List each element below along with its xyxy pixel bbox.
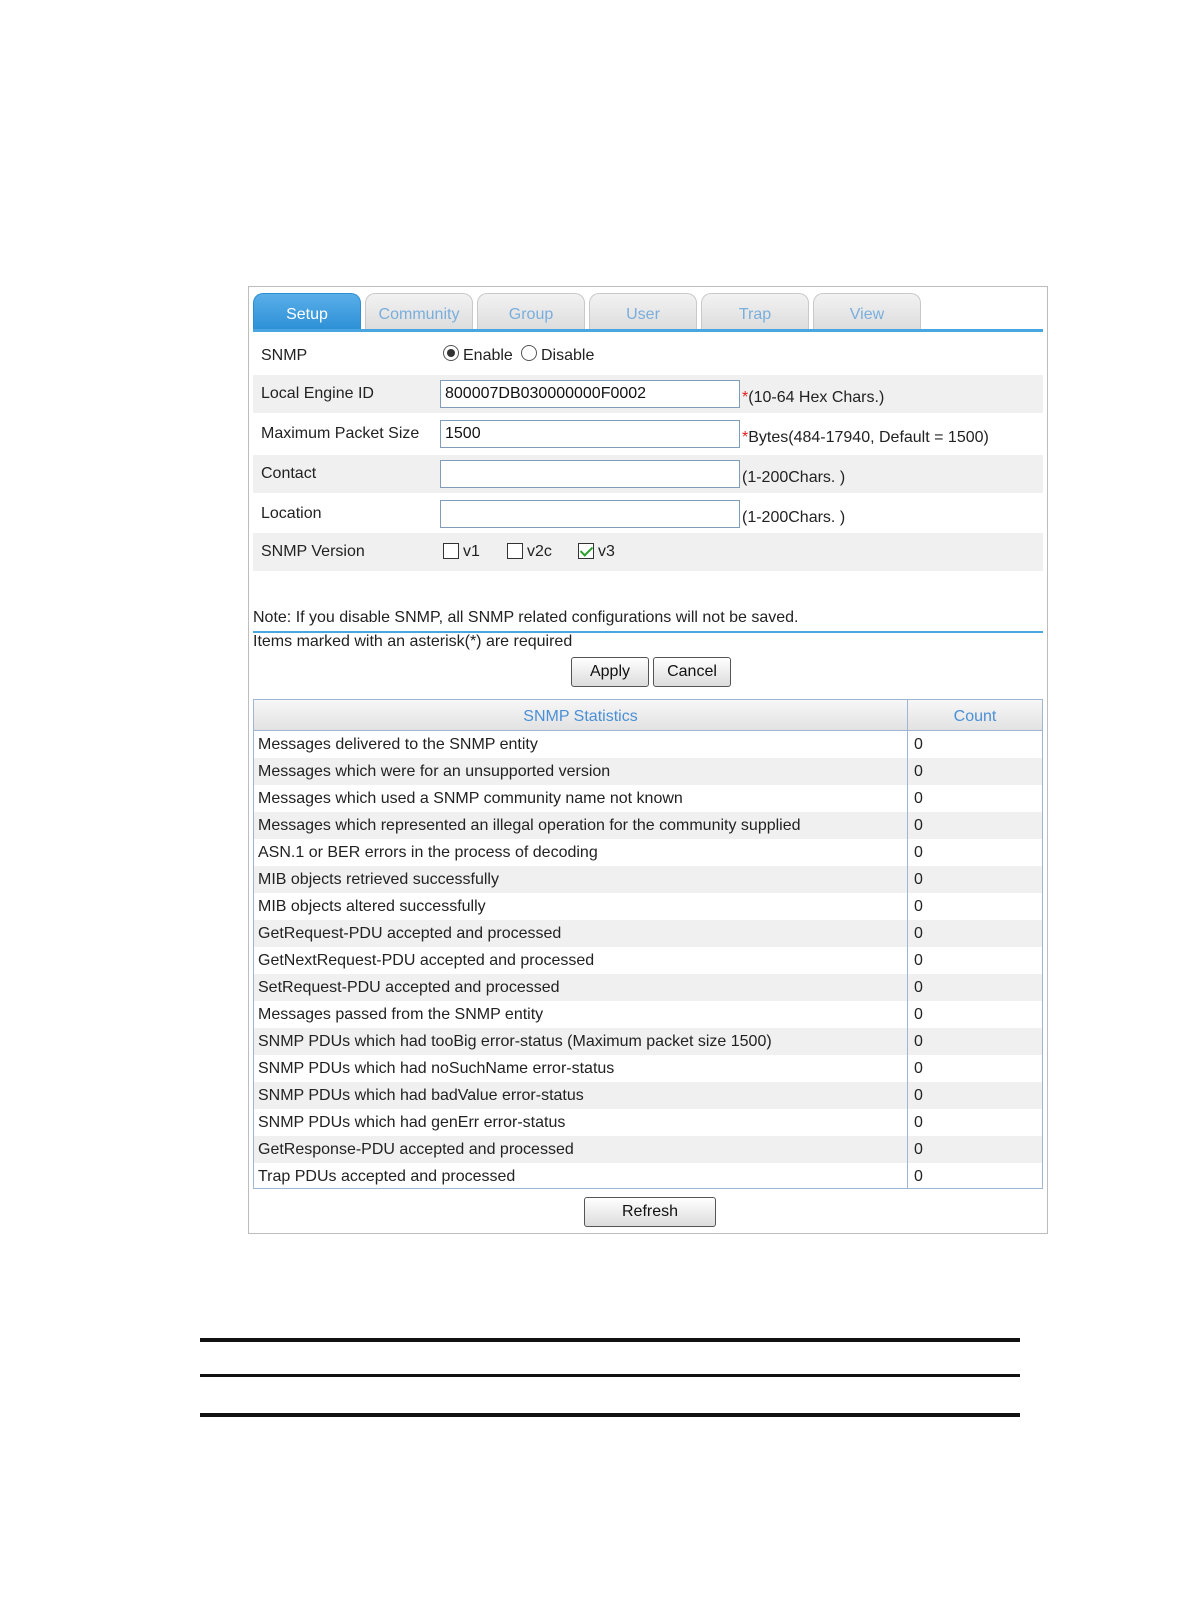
table-header (254, 700, 1042, 731)
statistic-count: 0 (914, 871, 923, 888)
statistic-name: ASN.1 or BER errors in the process of decoding (258, 844, 598, 861)
statistic-name: SNMP PDUs which had tooBig error-status (Maximum packet size 1500) (258, 1033, 772, 1050)
rule-line-top (200, 1338, 1020, 1342)
statistic-count: 0 (914, 844, 923, 861)
snmp-enable-label: Enable (463, 347, 513, 364)
statistic-name: Messages which represented an illegal operation for the community supplied (258, 817, 801, 834)
table-row (254, 1109, 1042, 1136)
statistic-name: Messages which were for an unsupported version (258, 763, 611, 780)
tab-group[interactable]: Group (477, 293, 585, 331)
location-row (253, 495, 1043, 533)
statistic-count: 0 (914, 898, 923, 915)
packet-size-hint-text: Bytes(484-17940, Default = 1500) (748, 429, 989, 446)
table-row (254, 920, 1042, 947)
statistic-count: 0 (914, 736, 923, 753)
statistic-count: 0 (914, 1006, 923, 1023)
packet-size-row (253, 415, 1043, 453)
statistic-name: GetResponse-PDU accepted and processed (258, 1141, 574, 1158)
contact-row (253, 455, 1043, 493)
statistic-count: 0 (914, 1060, 923, 1077)
engine-id-required-mark: * (742, 389, 749, 406)
statistic-name: SNMP PDUs which had genErr error-status (258, 1114, 566, 1131)
table-row (254, 839, 1042, 866)
location-input[interactable] (440, 500, 740, 528)
statistic-count: 0 (914, 790, 923, 807)
statistic-name: SetRequest-PDU accepted and processed (258, 979, 560, 996)
engine-id-row (253, 375, 1043, 413)
tab-trap[interactable]: Trap (701, 293, 809, 331)
statistic-name: SNMP PDUs which had badValue error-status (258, 1087, 584, 1104)
table-row (254, 1136, 1042, 1163)
statistic-count: 0 (914, 1033, 923, 1050)
statistic-count: 0 (914, 817, 923, 834)
required-note: Items marked with an asterisk(*) are required (253, 633, 573, 650)
engine-id-label: Local Engine ID (261, 385, 374, 402)
location-hint: (1-200Chars. ) (742, 509, 846, 526)
snmp-row (253, 337, 1043, 375)
engine-id-input[interactable] (440, 380, 740, 408)
packet-size-input[interactable] (440, 420, 740, 448)
statistic-name: GetRequest-PDU accepted and processed (258, 925, 562, 942)
snmp-disable-radio[interactable] (521, 345, 537, 361)
table-row (254, 731, 1042, 758)
table-row (254, 1001, 1042, 1028)
snmp-disable-label: Disable (541, 347, 595, 364)
statistic-count: 0 (914, 1087, 923, 1104)
engine-id-hint-text: (10-64 Hex Chars.) (748, 389, 885, 406)
refresh-button[interactable]: Refresh (584, 1197, 716, 1227)
statistic-name: MIB objects retrieved successfully (258, 871, 499, 888)
v2c-label: v2c (527, 543, 552, 560)
table-row (254, 758, 1042, 785)
statistic-name: MIB objects altered successfully (258, 898, 486, 915)
cancel-button[interactable]: Cancel (653, 657, 731, 687)
v2c-checkbox[interactable] (507, 543, 523, 559)
statistic-name: Messages passed from the SNMP entity (258, 1006, 544, 1023)
v1-label: v1 (463, 543, 480, 560)
statistic-name: SNMP PDUs which had noSuchName error-status (258, 1060, 615, 1077)
header-count: Count (953, 708, 997, 725)
v3-checkbox[interactable] (578, 543, 594, 559)
contact-input[interactable] (440, 460, 740, 488)
table-row (254, 974, 1042, 1001)
table-row (254, 1082, 1042, 1109)
snmp-label: SNMP (261, 347, 308, 364)
statistic-count: 0 (914, 1168, 923, 1185)
statistic-name: Messages delivered to the SNMP entity (258, 736, 538, 753)
tab-community[interactable]: Community (365, 293, 473, 331)
table-row (254, 1163, 1042, 1190)
tab-view[interactable]: View (813, 293, 921, 331)
v1-checkbox[interactable] (443, 543, 459, 559)
table-row (254, 1028, 1042, 1055)
v3-label: v3 (598, 543, 615, 560)
apply-button[interactable]: Apply (571, 657, 649, 687)
packet-size-hint (742, 429, 989, 447)
header-snmp-statistics: SNMP Statistics (523, 708, 638, 725)
tab-user[interactable]: User (589, 293, 697, 331)
tab-bar (253, 293, 1043, 331)
table-row (254, 785, 1042, 812)
snmp-version-row (253, 533, 1043, 571)
contact-label: Contact (261, 465, 317, 482)
statistic-count: 0 (914, 763, 923, 780)
snmp-panel (248, 286, 1048, 1234)
snmp-enable-radio[interactable] (443, 345, 459, 361)
tab-divider (253, 329, 1043, 332)
table-row (254, 866, 1042, 893)
location-label: Location (261, 505, 322, 522)
tab-setup[interactable]: Setup (253, 293, 361, 331)
statistic-count: 0 (914, 979, 923, 996)
column-divider (907, 700, 908, 1188)
rule-line-middle (200, 1374, 1020, 1377)
statistic-name: Trap PDUs accepted and processed (258, 1168, 516, 1185)
engine-id-hint (742, 389, 884, 407)
packet-size-required-mark: * (742, 429, 749, 446)
snmp-version-label: SNMP Version (261, 543, 365, 560)
statistic-name: Messages which used a SNMP community name not known (258, 790, 683, 807)
statistic-count: 0 (914, 1141, 923, 1158)
rule-line-bottom (200, 1413, 1020, 1417)
statistic-count: 0 (914, 1114, 923, 1131)
table-row (254, 893, 1042, 920)
table-row (254, 1055, 1042, 1082)
table-row (254, 947, 1042, 974)
snmp-statistics-table (253, 699, 1043, 1189)
packet-size-label: Maximum Packet Size (261, 425, 420, 442)
contact-hint: (1-200Chars. ) (742, 469, 846, 486)
table-row (254, 812, 1042, 839)
statistic-count: 0 (914, 952, 923, 969)
statistic-name: GetNextRequest-PDU accepted and processed (258, 952, 595, 969)
statistic-count: 0 (914, 925, 923, 942)
disable-note: Note: If you disable SNMP, all SNMP related configurations will not be saved. (253, 609, 799, 626)
